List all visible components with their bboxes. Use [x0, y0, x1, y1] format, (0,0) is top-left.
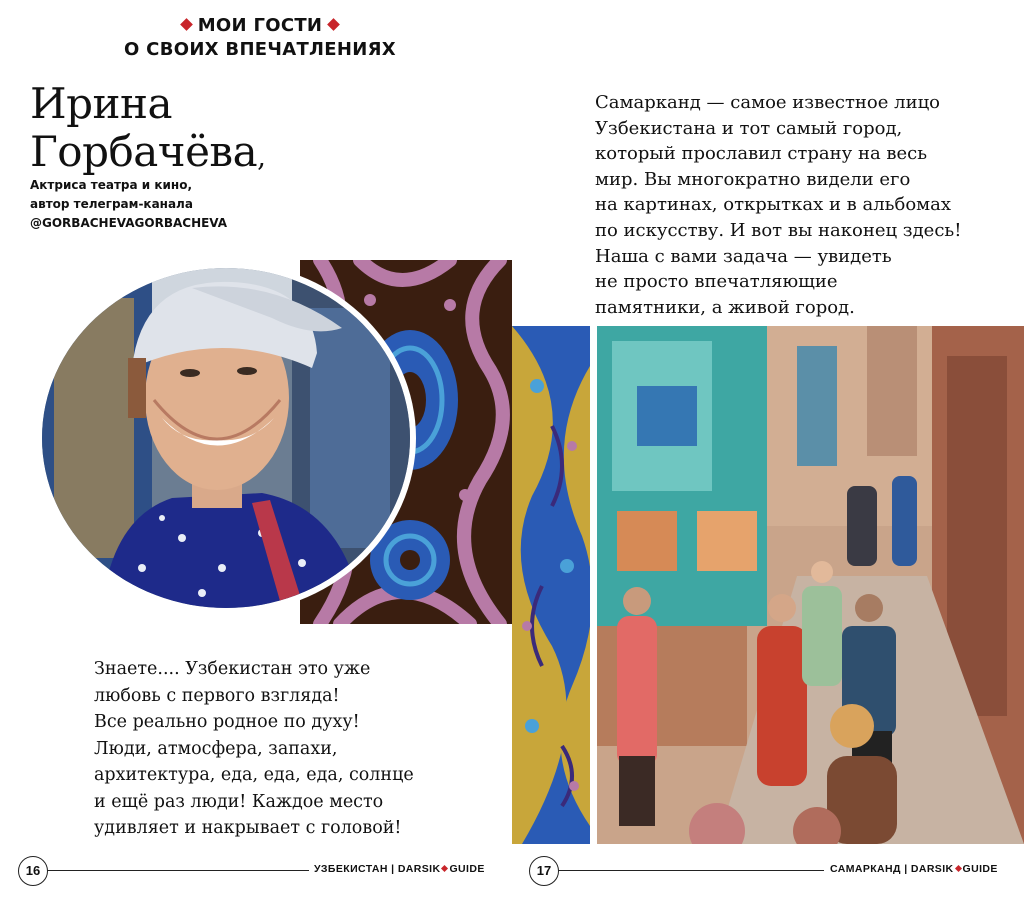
quote-line: Знаете.... Узбекистан это уже [94, 659, 371, 679]
intro-line: по искусству. И вот вы наконец здесь! [595, 219, 962, 241]
right-page [512, 0, 1024, 903]
intro-line: мир. Вы многократно видели его [595, 168, 911, 190]
quote-line: архитектура, еда, еда, еда, солнце [94, 765, 414, 785]
intro-text [595, 90, 961, 320]
page-footer [0, 856, 512, 886]
footer-running-title: САМАРКАНД | DARSIK GUIDE [830, 863, 998, 875]
guest-quote [94, 656, 414, 842]
portrait-frame [36, 262, 416, 614]
portrait-photo [42, 268, 410, 608]
guest-role-line: автор телеграм-канала [30, 197, 193, 211]
guest-role-line: Актриса театра и кино, [30, 178, 193, 192]
page-footer [512, 856, 1024, 886]
section-title-line-1: МОИ ГОСТИ [100, 14, 420, 38]
guest-last-name: Горбачёва, [30, 127, 266, 176]
guest-telegram-handle: @GORBACHEVAGORBACHEVA [30, 216, 228, 230]
page-number: 17 [529, 856, 559, 886]
quote-line: Люди, атмосфера, запахи, [94, 738, 338, 759]
footer-divider [558, 870, 824, 871]
guest-name [30, 80, 266, 181]
intro-line: который прославил страну на весь [595, 143, 928, 165]
section-title [100, 14, 420, 62]
quote-line: любовь с первого взгляда! [94, 685, 340, 706]
diamond-icon [180, 18, 193, 31]
intro-line: Узбекистана и тот самый город, [595, 117, 903, 139]
intro-line: памятники, а живой город. [595, 296, 855, 318]
guest-role [30, 176, 227, 233]
diamond-icon [954, 865, 961, 872]
intro-line: Наша с вами задача — увидеть [595, 245, 892, 267]
samarkand-street-photo [597, 326, 1024, 844]
diamond-icon [441, 865, 448, 872]
footer-divider [47, 870, 309, 871]
guest-first-name: Ирина [30, 79, 173, 128]
intro-line: Самарканд — самое известное лицо [595, 92, 940, 113]
intro-line: на картинах, открытках и в альбомах [595, 194, 952, 216]
section-title-line-2: О СВОИХ ВПЕЧАТЛЕНИЯХ [124, 39, 396, 60]
street-image [597, 326, 1024, 844]
diamond-icon [327, 18, 340, 31]
quote-line: удивляет и накрывает с головой! [94, 818, 402, 838]
portrait-image [42, 268, 410, 608]
page-number: 16 [18, 856, 48, 886]
footer-running-title: УЗБЕКИСТАН | DARSIK GUIDE [314, 863, 485, 875]
quote-line: Все реально родное по духу! [94, 712, 360, 732]
intro-line: не просто впечатляющие [595, 271, 838, 293]
quote-line: и ещё раз люди! Каждое место [94, 791, 384, 812]
ornament-strip-image [512, 326, 590, 844]
